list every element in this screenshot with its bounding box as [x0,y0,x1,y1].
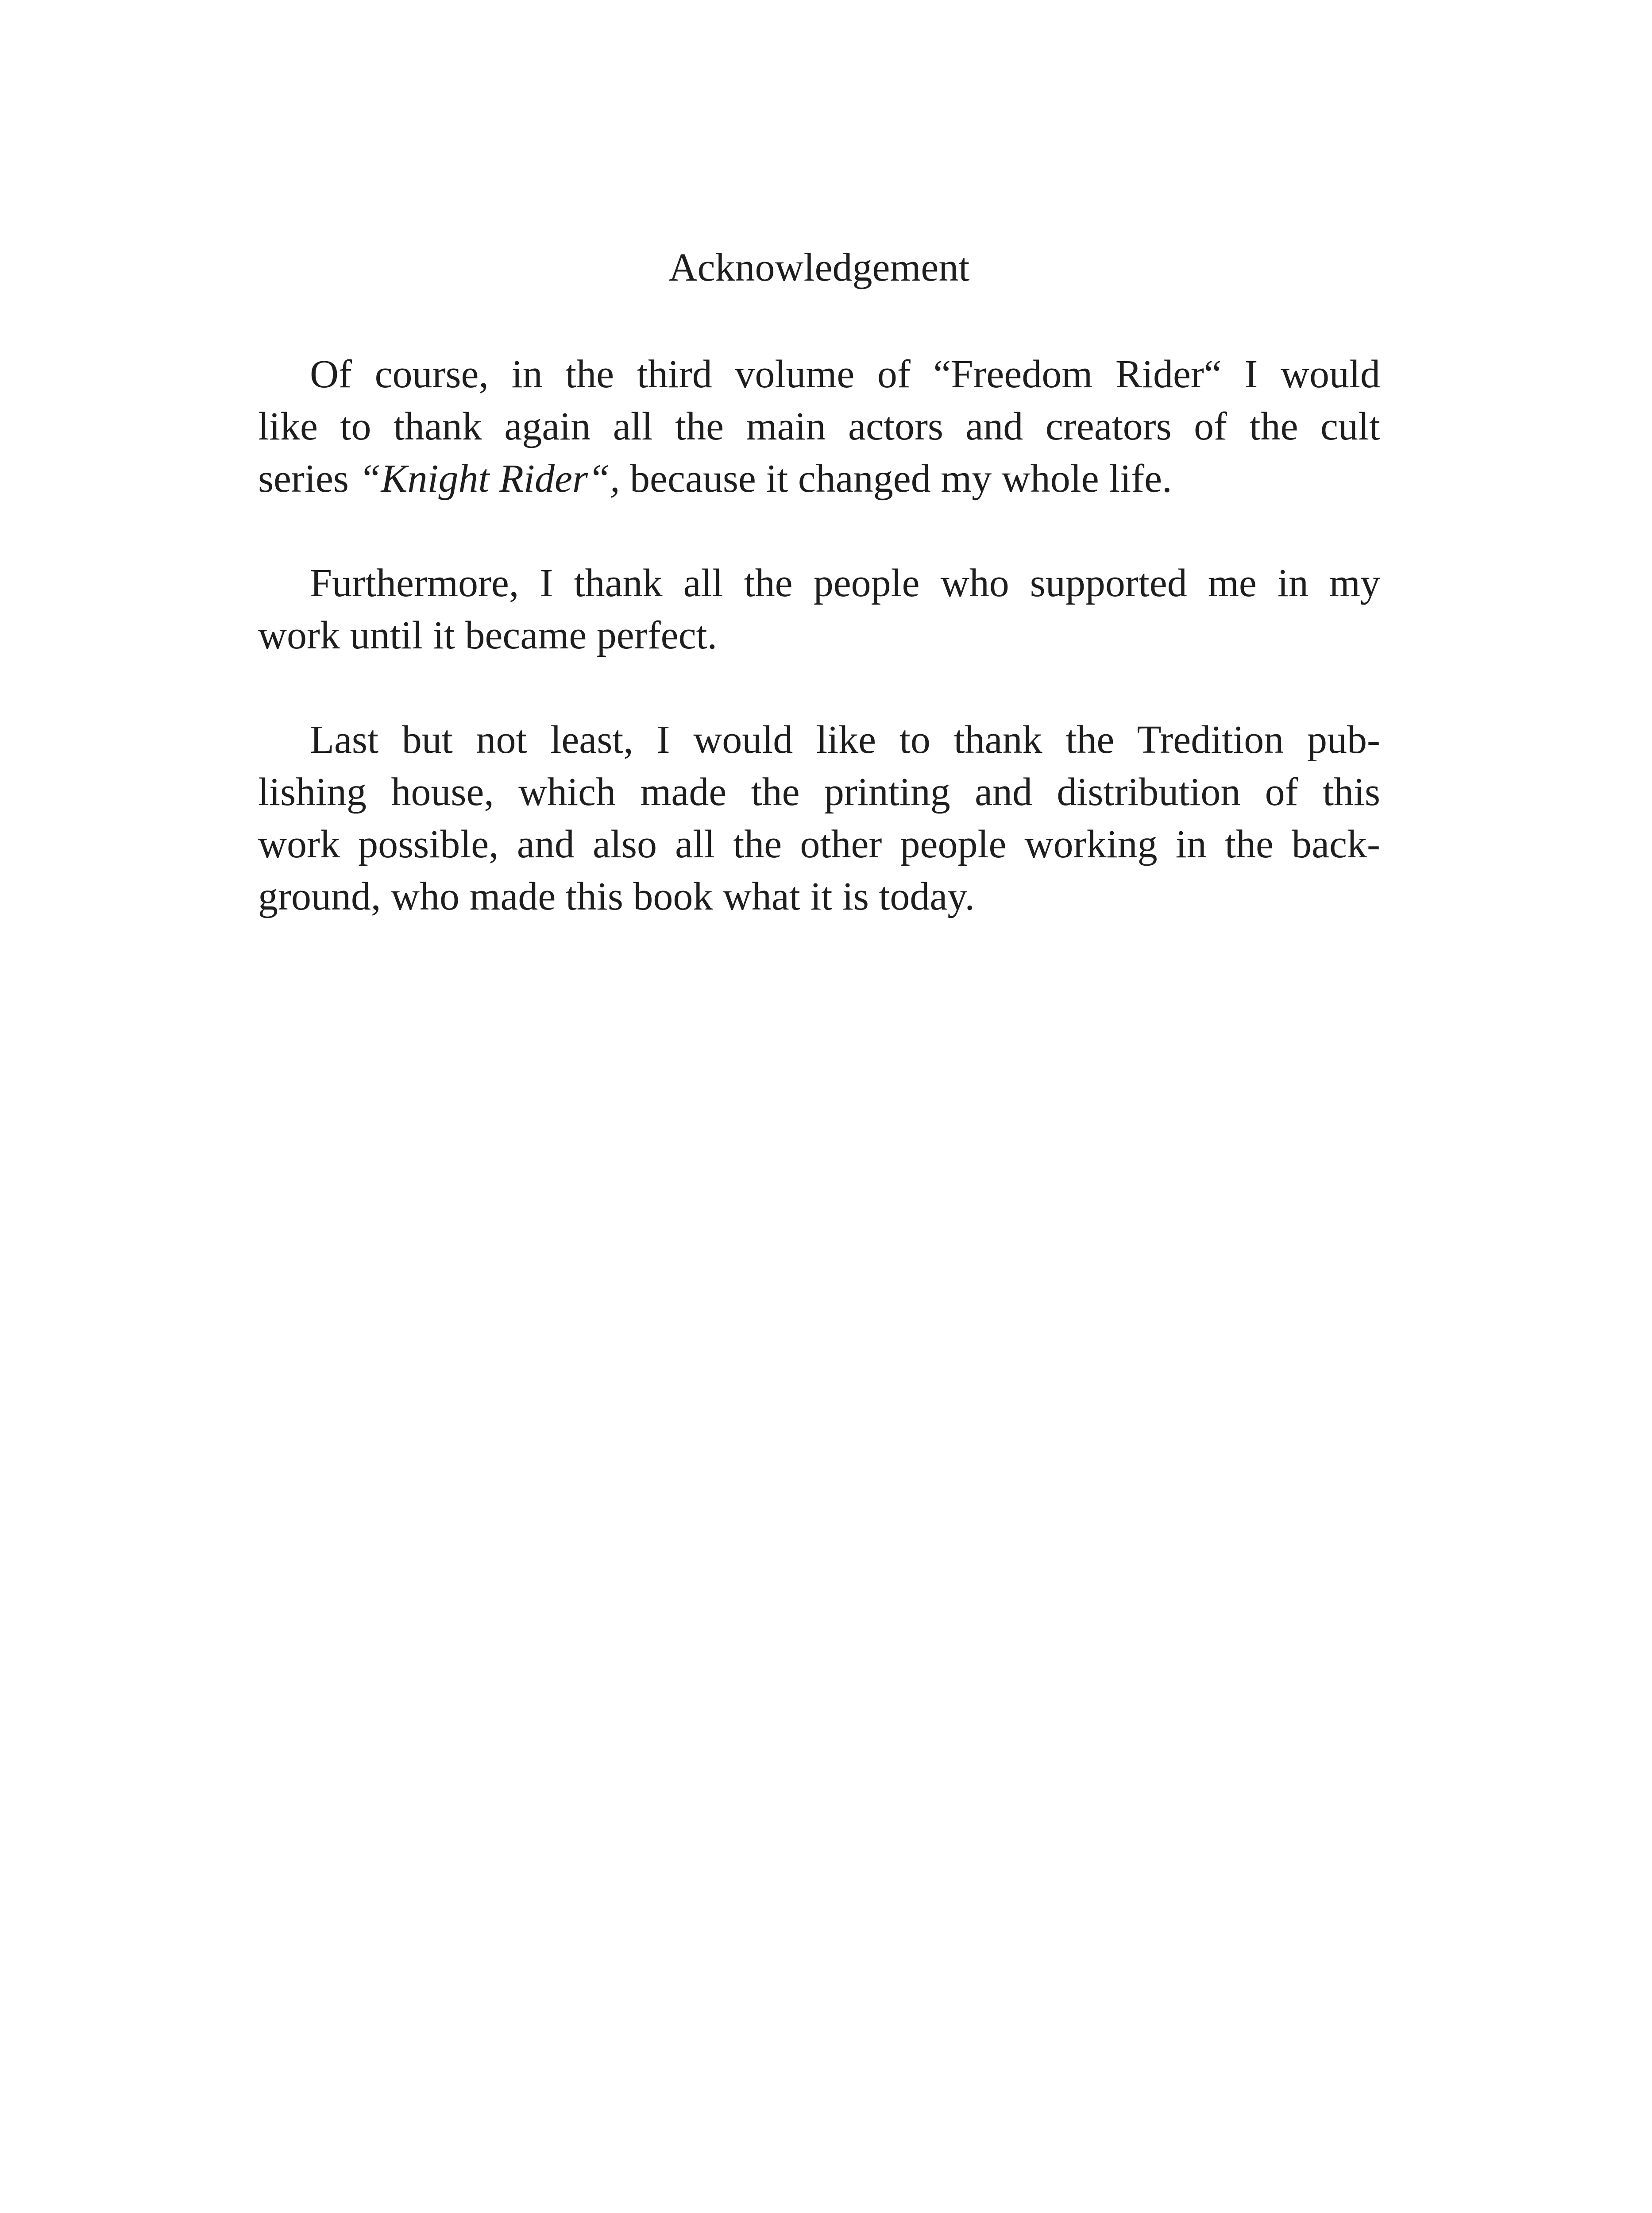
paragraph-line: lishing house, which made the printing and distribution of this [258,770,1380,814]
series-title: “Knight Rider“, [359,457,620,501]
paragraph-line: Last but not least, I would like to thank the Tredition pub- [310,718,1380,762]
paragraph-3 [258,714,1380,923]
paragraph-line: like to thank again all the main actors and creators of the cult [258,405,1380,448]
paragraph-line: work until it became perfect. [258,613,718,657]
text-run: series [258,457,359,501]
page-text [258,241,1380,923]
paragraph-2 [258,557,1380,662]
paragraph-line: ground, who made this book what it is today. [258,875,975,918]
paragraph-line: Of course, in the third volume of “Freedom Rider“ I would [310,352,1380,396]
page-title: Acknowledgement [668,246,970,289]
paragraph-line: Furthermore, I thank all the people who supported me in my [310,561,1380,605]
paragraph-1 [258,348,1380,505]
paragraph-line [258,453,1380,505]
text-run: because it changed my whole life. [620,457,1172,501]
paragraph-line: work possible, and also all the other people working in the back- [258,822,1380,866]
